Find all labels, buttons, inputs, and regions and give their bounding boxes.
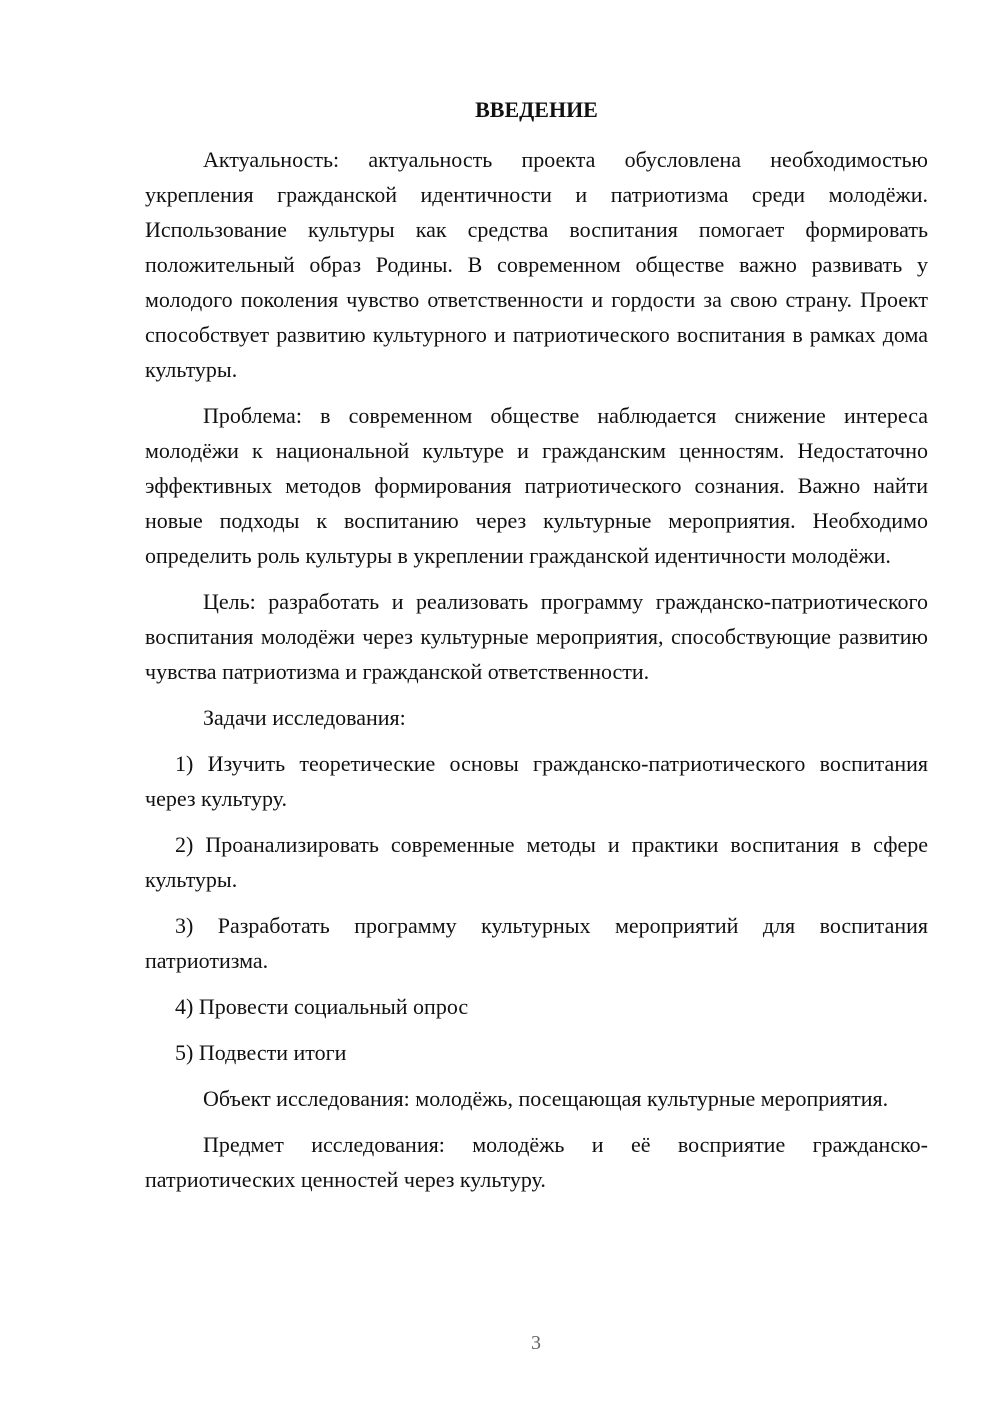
problem-paragraph: Проблема: в современном обществе наблюдается снижение интереса молодёжи к национальной культуре и гражданским ценностям. Недостаточно эффективных методов формирования патриотического сознания. Важно найти новые подходы к воспитанию через культурные мероприятия. Необходимо определить роль культуры в укреплении гражданской идентичности молодёжи. (145, 403, 928, 568)
tasks-heading: Задачи исследования: (203, 705, 406, 730)
goal-paragraph: Цель: разработать и реализовать программу гражданско-патриотического воспитания молодёжи через культурные мероприятия, способствующие развитию чувства патриотизма и гражданской ответственности. (145, 589, 928, 684)
object-paragraph: Объект исследования: молодёжь, посещающая культурные мероприятия. (203, 1086, 889, 1111)
page-number: 3 (531, 1332, 541, 1354)
actuality-paragraph: Актуальность: актуальность проекта обусловлена необходимостью укрепления гражданской идентичности и патриотизма среди молодёжи. Использование культуры как средства воспитания помогает формировать положительный образ Родины. В современном обществе важно развивать у молодого поколения чувство ответственности и гордости за свою страну. Проект способствует развитию культурного и патриотического воспитания в рамках дома культуры. (145, 147, 928, 382)
task-item: 4) Провести социальный опрос (175, 994, 469, 1019)
subject-paragraph: Предмет исследования: молодёжь и её восприятие гражданско-патриотических ценностей через культуру. (145, 1132, 928, 1192)
task-item: 3) Разработать программу культурных мероприятий для воспитания патриотизма. (145, 913, 928, 973)
document-page (145, 92, 928, 1208)
task-item: 5) Подвести итоги (175, 1040, 347, 1065)
section-title: ВВЕДЕНИЕ (475, 97, 598, 122)
task-item: 1) Изучить теоретические основы гражданско-патриотического воспитания через культуру. (145, 751, 928, 811)
task-item: 2) Проанализировать современные методы и практики воспитания в сфере культуры. (145, 832, 928, 892)
